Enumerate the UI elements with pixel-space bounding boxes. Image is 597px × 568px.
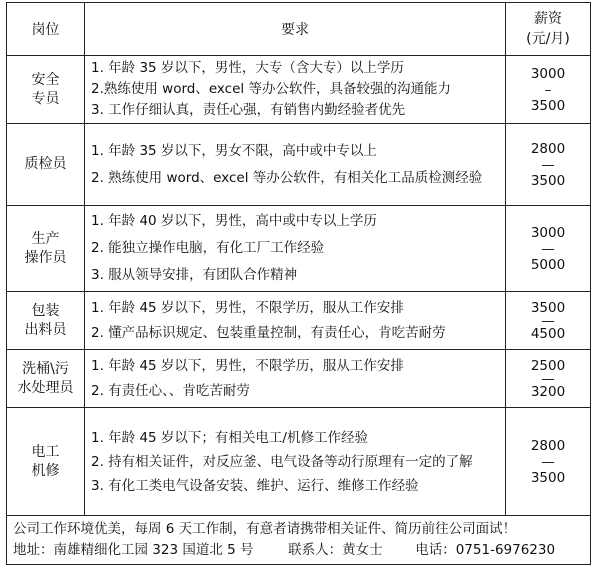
requirement-item: 1. 年龄 35 岁以下，男性，大专（含大专）以上学历	[91, 60, 404, 76]
salary-cell	[506, 56, 591, 124]
requirement-item: 2. 熟练使用 word、excel 等办公软件，有相关化工品质检测经验	[91, 169, 483, 186]
table-row	[7, 292, 591, 350]
position-line: 电工	[31, 443, 60, 460]
header-salary-title: 薪资	[534, 11, 562, 27]
footer-contact-line	[13, 540, 584, 561]
table-row	[7, 408, 591, 516]
requirements-cell	[85, 350, 506, 408]
salary-low: 2800	[530, 437, 566, 454]
position-cell	[7, 408, 85, 516]
requirement-item: 1. 年龄 45 岁以下，男性，不限学历，服从工作安排	[91, 299, 404, 316]
footer-contact: 联系人：黄女士	[288, 542, 383, 558]
table-header-row	[7, 3, 591, 56]
footer-phone: 电话：0751-6976230	[415, 542, 556, 558]
table-row	[7, 206, 591, 292]
position-line: 安全	[31, 71, 60, 88]
requirements-cell	[85, 124, 506, 206]
salary-low: 3000	[530, 224, 566, 241]
position-line: 水处理员	[17, 379, 74, 396]
requirement-item: 3. 服从领导安排，有团队合作精神	[91, 267, 298, 283]
position-line: 包装	[31, 302, 60, 319]
table-row	[7, 56, 591, 124]
salary-cell	[506, 124, 591, 206]
salary-separator: —	[541, 370, 555, 387]
requirement-item: 2. 懂产品标识规定、包装重量控制，有责任心，肯吃苦耐劳	[91, 324, 446, 341]
requirement-item: 1. 年龄 45 岁以下，男性，不限学历，服从工作安排	[91, 357, 404, 374]
position-cell	[7, 124, 85, 206]
requirements-cell	[85, 206, 506, 292]
footer-cell	[7, 516, 591, 565]
requirement-item: 1. 年龄 45 岁以下；有相关电工/机修工作经验	[91, 429, 368, 446]
salary-separator: –	[544, 81, 552, 98]
requirement-item: 1. 年龄 40 岁以下，男性，高中或中专以上学历	[91, 213, 377, 229]
footer-notice: 公司工作环境优美，每周 6 天工作制，有意者请携带相关证件、简历前往公司面试！	[13, 521, 517, 537]
salary-high: 3500	[530, 97, 566, 114]
salary-low: 2500	[530, 357, 566, 374]
requirement-item: 2. 持有相关证件，对反应釜、电气设备等动行原理有一定的了解	[91, 453, 473, 470]
footer-address: 地址：南雄精细化工园 323 国道北 5 号	[13, 542, 254, 558]
salary-separator: —	[541, 240, 555, 257]
salary-low: 3000	[530, 65, 566, 82]
salary-separator: —	[541, 312, 555, 329]
requirement-item: 1. 年龄 35 岁以下，男女不限，高中或中专以上	[91, 142, 377, 159]
requirements-cell	[85, 408, 506, 516]
salary-low: 2800	[530, 140, 566, 157]
position-line: 生产	[31, 230, 60, 247]
salary-cell	[506, 292, 591, 350]
position-cell	[7, 292, 85, 350]
requirement-item: 3. 工作仔细认真，责任心强，有销售内勤经验者优先	[91, 102, 406, 118]
table-row	[7, 350, 591, 408]
position-cell	[7, 206, 85, 292]
position-line: 专员	[31, 90, 60, 107]
salary-cell	[506, 206, 591, 292]
salary-separator: —	[541, 156, 555, 173]
position-line: 质检员	[24, 156, 67, 172]
requirement-item: 2.熟练使用 word、excel 等办公软件，具备较强的沟通能力	[91, 81, 451, 97]
position-cell	[7, 56, 85, 124]
position-line: 操作员	[24, 249, 67, 266]
position-line: 洗桶\污	[22, 360, 69, 377]
requirements-cell	[85, 56, 506, 124]
requirements-cell	[85, 292, 506, 350]
header-salary-unit: (元/月)	[526, 31, 570, 47]
header-requirements: 要求	[85, 3, 506, 56]
requirement-item: 3. 有化工类电气设备安装、维护、运行、维修工作经验	[91, 477, 419, 494]
footer-row	[7, 516, 591, 565]
table-row	[7, 124, 591, 206]
salary-cell	[506, 408, 591, 516]
recruitment-table	[6, 2, 591, 565]
salary-cell	[506, 350, 591, 408]
salary-high: 3500	[530, 172, 566, 189]
requirement-item: 2. 能独立操作电脑，有化工厂工作经验	[91, 240, 325, 256]
position-cell	[7, 350, 85, 408]
salary-high: 3200	[530, 383, 566, 400]
salary-high: 3500	[530, 469, 566, 486]
header-position: 岗位	[7, 3, 85, 56]
salary-high: 4500	[530, 325, 566, 342]
position-line: 机修	[31, 462, 60, 479]
salary-low: 3500	[530, 299, 566, 316]
requirement-item: 2. 有责任心、、肯吃苦耐劳	[91, 382, 250, 399]
salary-separator: —	[541, 453, 555, 470]
header-salary	[506, 3, 591, 56]
salary-high: 5000	[530, 256, 566, 273]
position-line: 出料员	[24, 321, 67, 338]
